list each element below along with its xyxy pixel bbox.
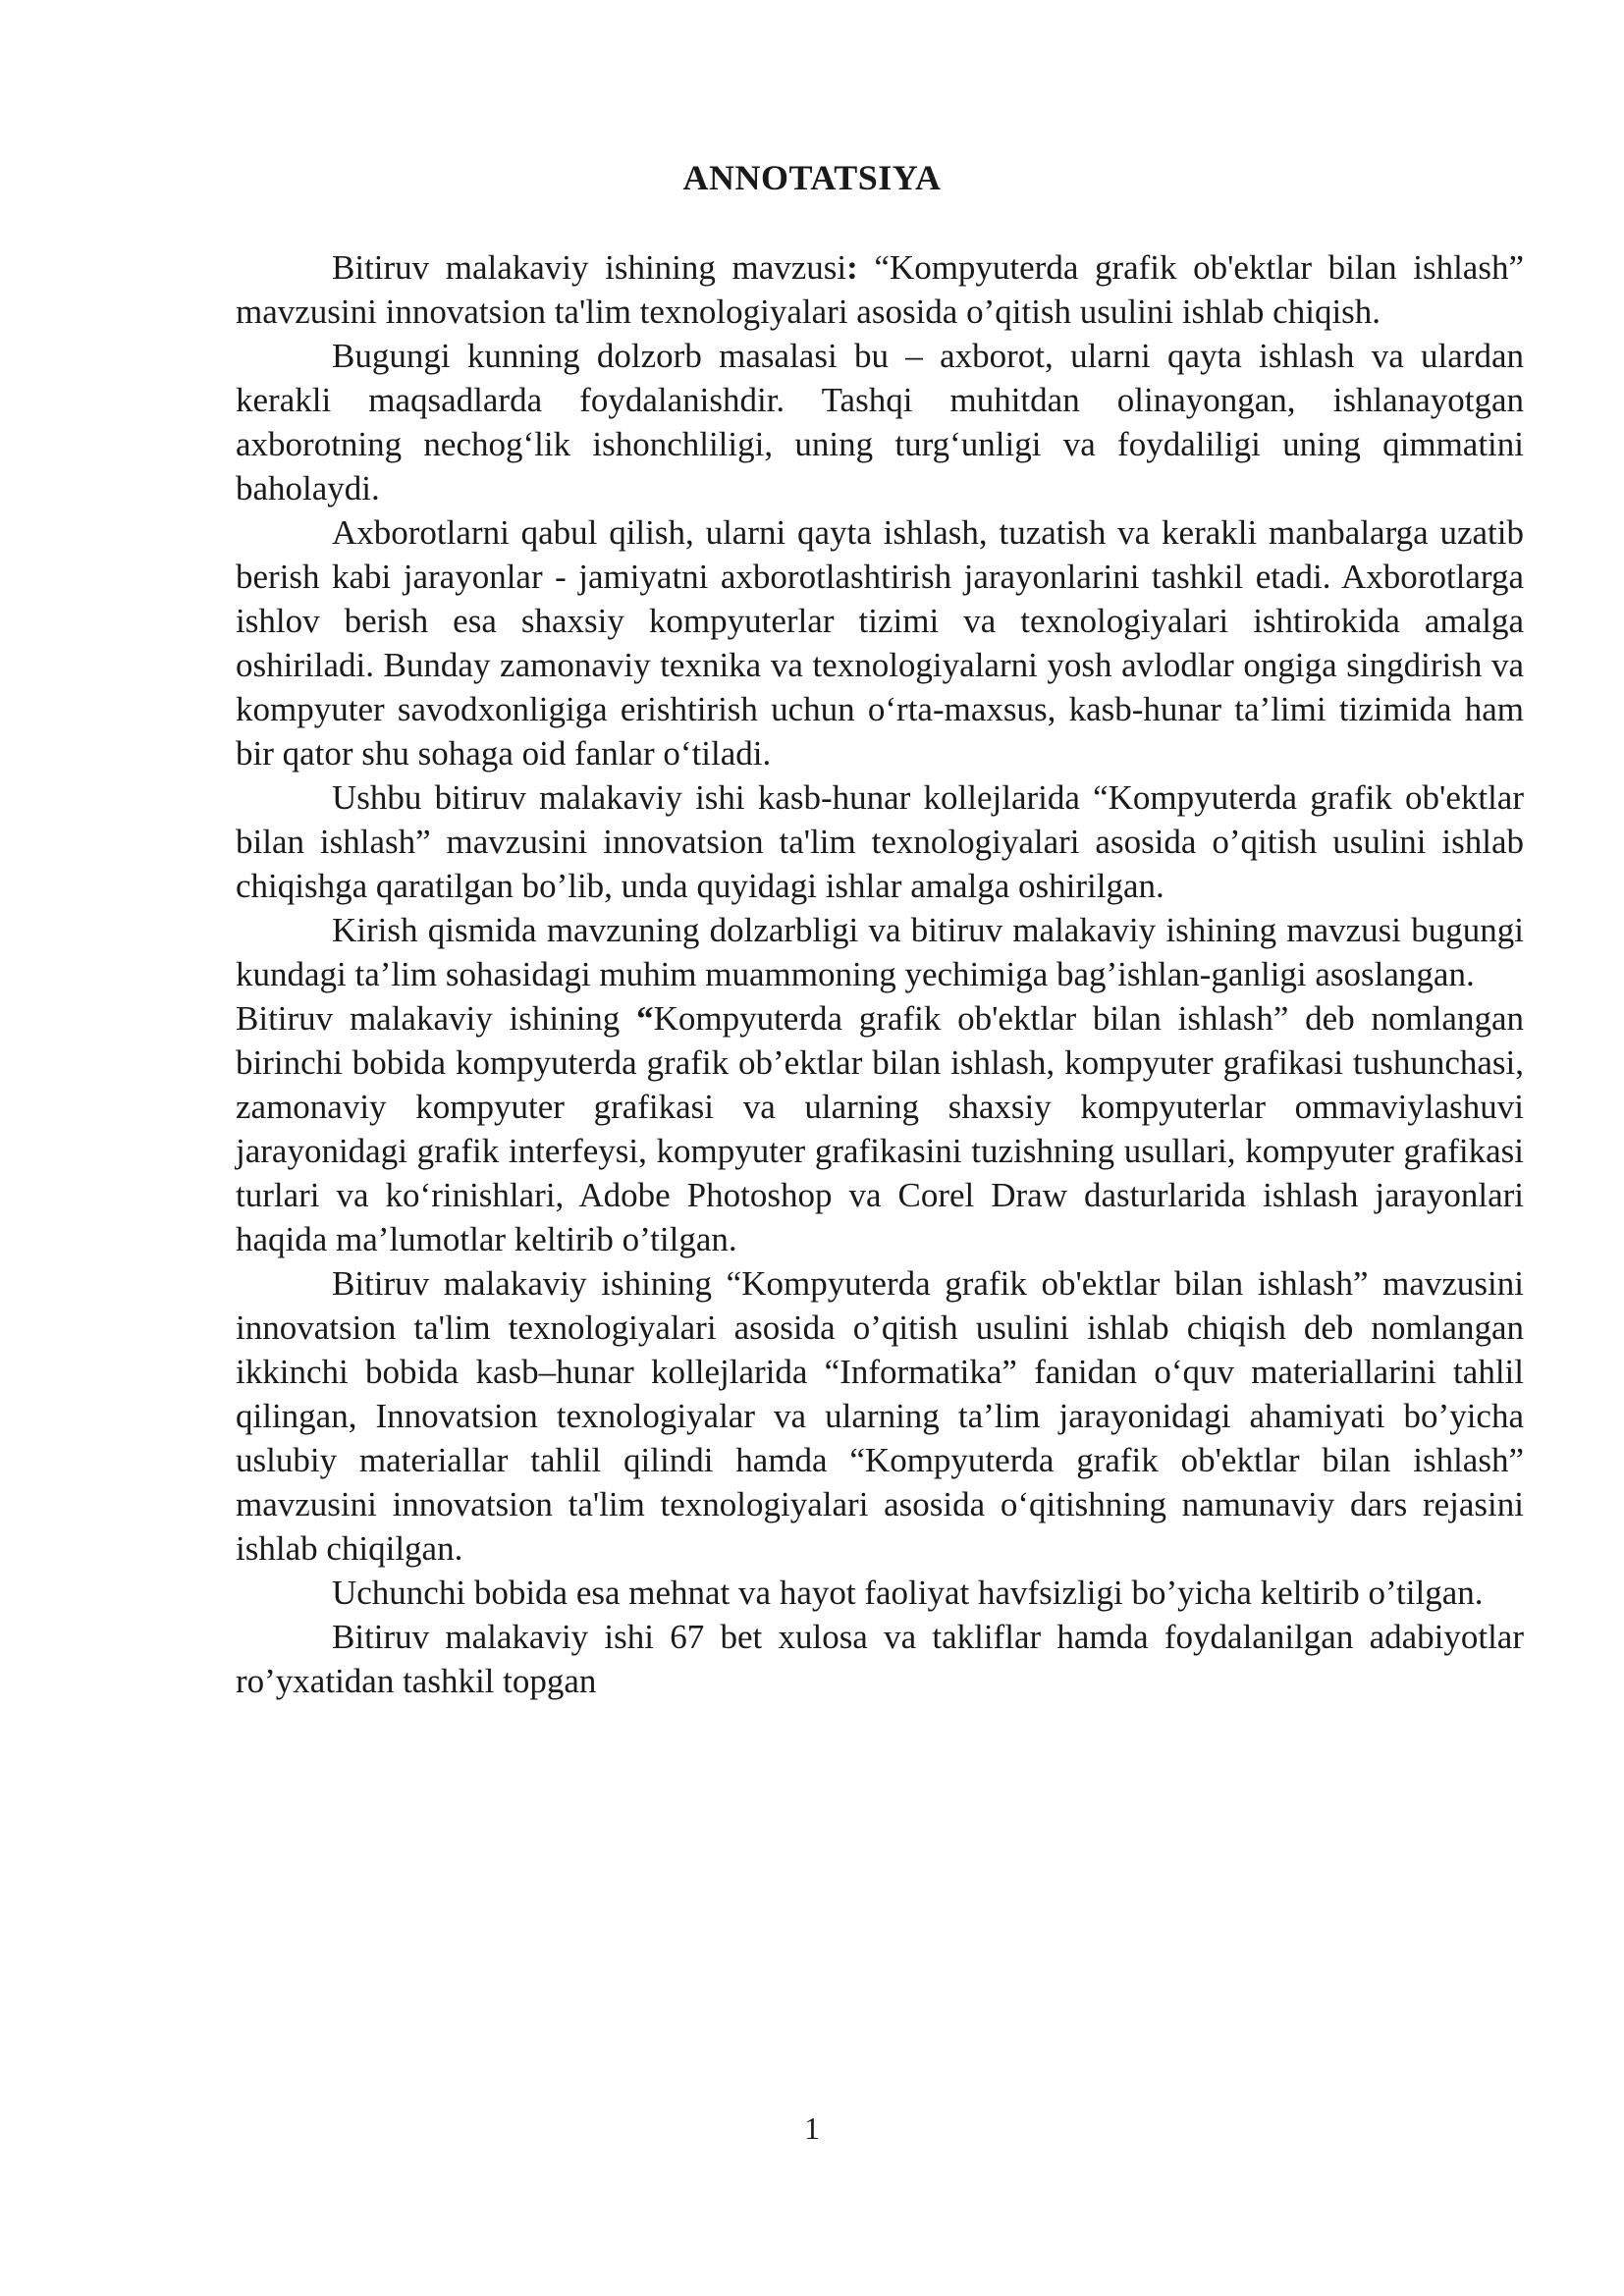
body-paragraph bbox=[236, 1571, 1524, 1615]
body-paragraph bbox=[236, 996, 1524, 1261]
body-paragraph bbox=[236, 334, 1524, 510]
text-segment: Bitiruv malakaviy ishining bbox=[236, 999, 637, 1038]
body-paragraph bbox=[236, 1261, 1524, 1571]
text-segment: Bitiruv malakaviy ishi 67 bet xulosa va takliflar hamda foydalanilgan adabiyotlar ro’yxatidan tashkil topgan bbox=[236, 1618, 1524, 1700]
body-paragraph bbox=[236, 775, 1524, 908]
text-segment: Bitiruv malakaviy ishining mavzusi bbox=[332, 248, 847, 287]
bold-text-segment: : bbox=[846, 248, 858, 287]
text-segment: “Kompyuterda grafik ob'ektlar bilan ishlash” mavzusini innovatsion ta'lim texnologiyalari asosida o’qitish usulini ishlab chiqish. bbox=[236, 248, 1524, 331]
text-segment: Uchunchi bobida esa mehnat va hayot faoliyat havfsizligi bo’yicha keltirib o’tilgan. bbox=[332, 1574, 1484, 1612]
page-number: 1 bbox=[804, 2110, 820, 2146]
document-body bbox=[236, 245, 1524, 1703]
body-paragraph bbox=[236, 1615, 1524, 1703]
text-segment: Kompyuterda grafik ob'ektlar bilan ishlash” deb nomlangan birinchi bobida kompyuterda grafik ob’ektlar bilan ishlash, kompyuter grafikasi tushunchasi, zamonaviy kompyuter grafikasi va ularning shaxsiy kompyuterlar ommaviylashuvi jarayonidagi grafik interfeysi, kompyuter grafikasini tuzishning usullari, kompyuter grafikasi turlari va ko‘rinishlari, Adobe Photoshop va Corel Draw dasturlarida ishlash jarayonlari haqida ma’lumotlar keltirib o’tilgan. bbox=[236, 999, 1524, 1258]
text-segment: Bugungi kunning dolzorb masalasi bu – axborot, ularni qayta ishlash va ulardan kerakli maqsadlarda foydalanishdir. Tashqi muhitdan olinayongan, ishlanayotgan axborotning nechog‘lik ishonchliligi, uning turg‘unligi va foydaliligi uning qimmatini baholaydi. bbox=[236, 337, 1524, 507]
document-title: ANNOTATSIYA bbox=[682, 158, 942, 197]
body-paragraph bbox=[236, 245, 1524, 334]
body-paragraph bbox=[236, 908, 1524, 996]
text-segment: Bitiruv malakaviy ishining “Kompyuterda grafik ob'ektlar bilan ishlash” mavzusini innovatsion ta'lim texnologiyalari asosida o’qitish usulini ishlab chiqish deb nomlangan ikkinchi bobida kasb–hunar kollejlarida “Informatika” fanidan o‘quv materiallarini tahlil qilingan, Innovatsion texnologiyalar va ularning ta’lim jarayonidagi ahamiyati bo’yicha uslubiy materiallar tahlil qilindi hamda “Kompyuterda grafik ob'ektlar bilan ishlash” mavzusini innovatsion ta'lim texnologiyalari asosida o‘qitishning namunaviy dars rejasini ishlab chiqilgan. bbox=[236, 1264, 1524, 1568]
text-segment: Ushbu bitiruv malakaviy ishi kasb-hunar kollejlarida “Kompyuterda grafik ob'ektlar bilan ishlash” mavzusini innovatsion ta'lim texnologiyalari asosida o’qitish usulini ishlab chiqishga qaratilgan bo’lib, unda quyidagi ishlar amalga oshirilgan. bbox=[236, 778, 1524, 905]
bold-text-segment: “ bbox=[636, 999, 654, 1038]
text-segment: Axborotlarni qabul qilish, ularni qayta ishlash, tuzatish va kerakli manbalarga uzatib berish kabi jarayonlar - jamiyatni axborotlashtirish jarayonlarini tashkil etadi. Axborotlarga ishlov berish esa shaxsiy kompyuterlar tizimi va texnologiyalari ishtirokida amalga oshiriladi. Bunday zamonaviy texnika va texnologiyalarni yosh avlodlar ongiga singdirish va kompyuter savodxonligiga erishtirish uchun o‘rta-maxsus, kasb-hunar ta’limi tizimida ham bir qator shu sohaga oid fanlar o‘tiladi. bbox=[236, 513, 1524, 773]
body-paragraph bbox=[236, 510, 1524, 775]
text-segment: Kirish qismida mavzuning dolzarbligi va bitiruv malakaviy ishining mavzusi bugungi kundagi ta’lim sohasidagi muhim muammoning yechimiga bag’ishlan-ganligi asoslangan. bbox=[236, 911, 1524, 993]
